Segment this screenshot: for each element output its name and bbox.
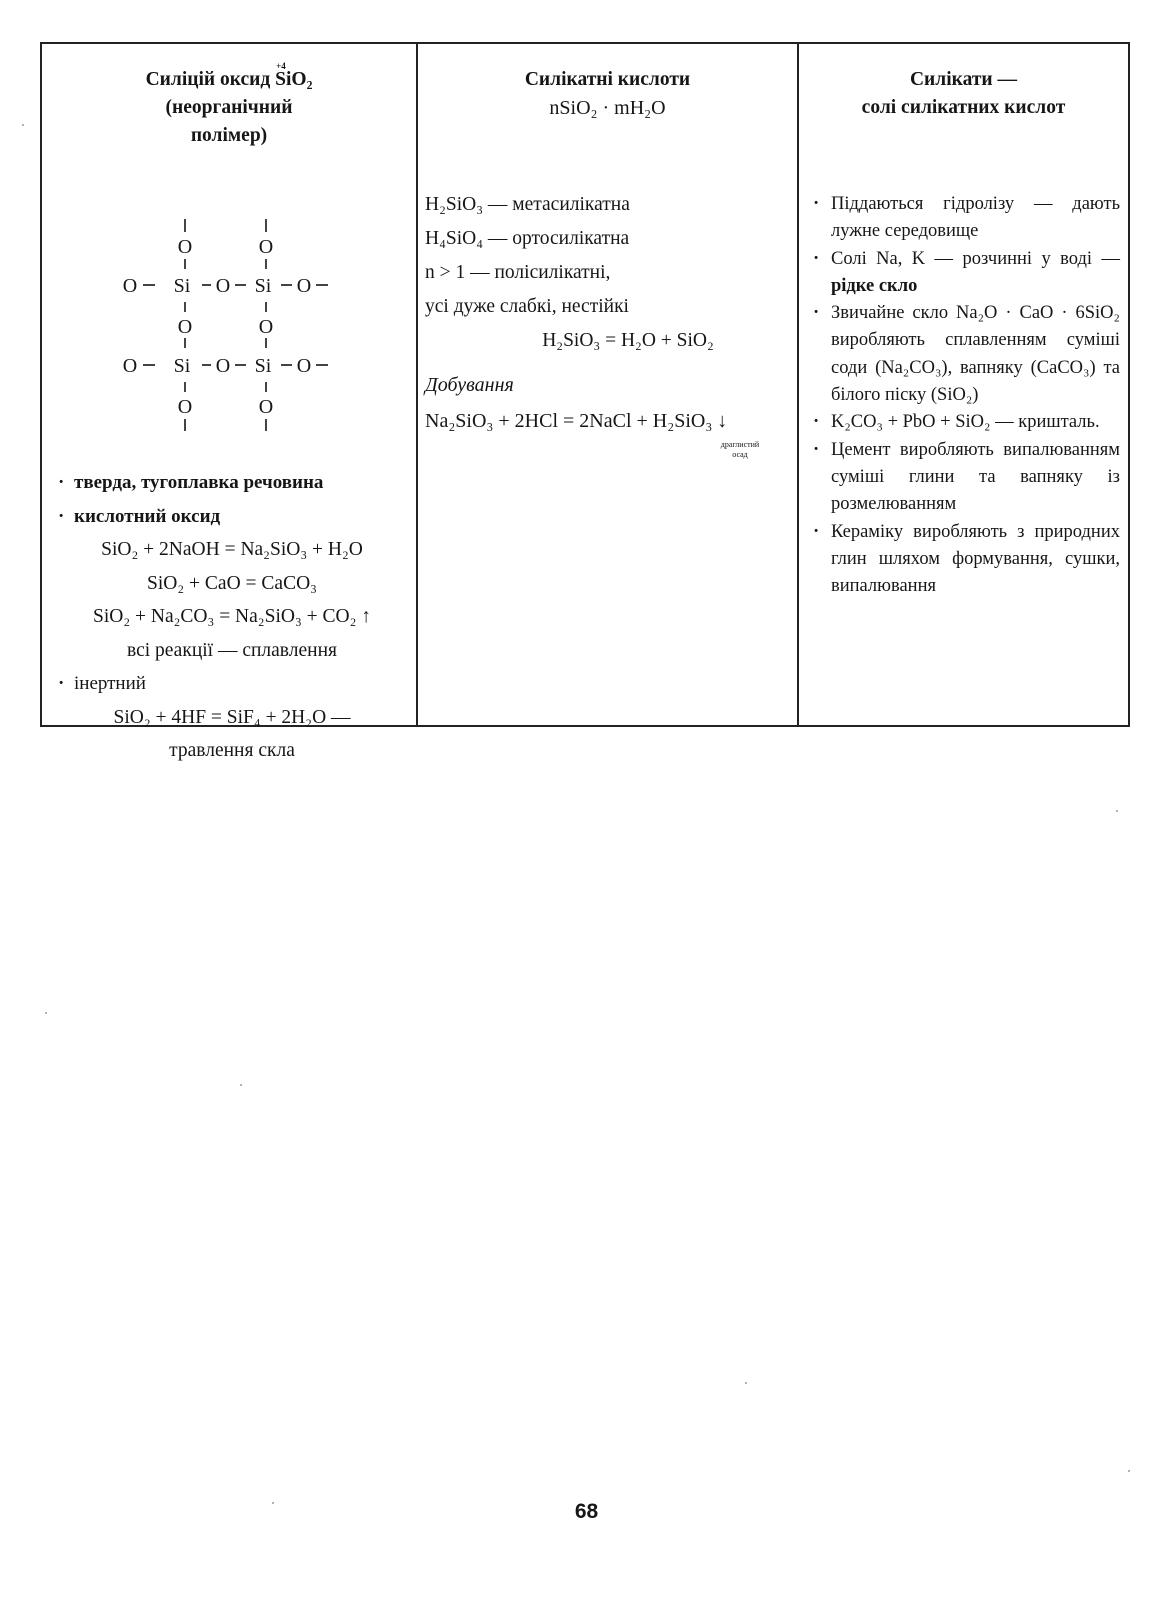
oxide-subtitle-1: (неорганічний (165, 97, 293, 118)
equation-naoh: SiO₂ + 2NaOH = Na₂SiO₃ + H₂O (101, 539, 363, 560)
svg-text:O: O (122, 275, 138, 297)
svg-text:O: O (122, 355, 138, 377)
oxide-property-solid: · твердa, тугоплавка речовина (54, 466, 410, 500)
oxide-property-acidic: · кислотний оксид (54, 500, 410, 534)
acids-column (416, 44, 797, 725)
scan-speck (1128, 1470, 1130, 1472)
obtaining-title: Добування (425, 374, 514, 396)
acids-general-formula: nSiO₂ · mH₂O (549, 97, 666, 119)
oxide-column (42, 44, 416, 761)
silicates-soluble: · Солі Na, K — розчинні у воді — рідке скло (811, 246, 1120, 301)
equation-cao: SiO₂ + CaO = CaCO₃ (147, 572, 317, 594)
structure-atoms (123, 236, 311, 418)
silicates-header (799, 66, 1128, 122)
silicates-hydrolysis: · Піддаються гідролізу — дають лужне середовище (811, 191, 1120, 246)
structure-bonds (143, 219, 328, 431)
svg-text:Si: Si (173, 355, 191, 377)
svg-text:Si: Si (254, 355, 272, 377)
liquid-glass: рідке скло (831, 275, 918, 296)
svg-text:O: O (177, 236, 193, 258)
equation-na2co3: SiO₂ + Na₂CO₃ = Na₂SiO₃ + CO₂ ↑ (93, 606, 371, 627)
svg-text:O: O (215, 275, 231, 297)
silicates-crystal: · K₂CO₃ + PbO + SiO₂ — кришталь. (811, 409, 1120, 436)
scan-speck (45, 1012, 47, 1014)
svg-text:O: O (258, 236, 274, 258)
svg-text:O: O (177, 316, 193, 338)
silicates-ceramics: · Кераміку виробляють з природних глин шляхом формування, сушки, випалювання (811, 519, 1120, 601)
svg-text:Si: Si (254, 275, 272, 297)
silicates-cement: · Цемент виробляють випалюванням суміші глини та вапняку із розмелюванням (811, 437, 1120, 519)
oxide-properties (54, 466, 410, 768)
acids-weak-note: усі дуже слабкі, нестійкі (425, 296, 629, 317)
acid-meta: H₂SiO₃ — метасилікатна (425, 194, 630, 215)
scan-speck (272, 1502, 274, 1504)
acid-poly: n > 1 — полісилікатні, (425, 262, 611, 283)
svg-text:Si: Si (173, 275, 191, 297)
svg-text:O: O (258, 316, 274, 338)
oxide-formula: +4 SiO₂ (275, 66, 312, 94)
sio2-polymer-structure (122, 214, 382, 439)
svg-text:O: O (177, 396, 193, 418)
scan-speck (745, 1382, 747, 1384)
acids-title: Силікатні кислоти (524, 69, 691, 90)
acid-ortho: H₄SiO₄ — ортосилікатна (425, 228, 630, 249)
page-number: 68 (574, 1500, 599, 1523)
equation-hf: SiO₂ + 4HF = SiF₄ + 2H₂O — (113, 706, 351, 728)
silicates-title-1: Силікати — (909, 69, 1018, 90)
scan-speck (22, 124, 24, 126)
silicates-list (811, 191, 1120, 600)
acids-list (425, 188, 791, 358)
svg-text:O: O (258, 396, 274, 418)
acids-header (418, 66, 797, 122)
obtaining-equation: Na₂SiO₃ + 2HCl = 2NaCl + H₂SiO₃ ↓ (425, 410, 728, 432)
svg-text:O: O (296, 355, 312, 377)
oxidation-state: +4 (276, 61, 286, 71)
oxide-subtitle-2: полімер) (190, 125, 268, 146)
oxide-property-inert: · інертний (54, 667, 410, 701)
silicates-column (797, 44, 1128, 725)
silicates-ordinary-glass: · Звичайне скло Na₂O · CaO · 6SiO₂ виробляють сплавленням суміші соди (Na₂CO₃), вапняку (CaCO₃) та білого піску (SiO₂) (811, 300, 1120, 409)
svg-text:O: O (296, 275, 312, 297)
silicon-compounds-table (40, 42, 1130, 761)
scan-speck (1116, 810, 1118, 812)
precipitate-note: драглистий осад (720, 440, 760, 459)
scan-speck (240, 1084, 242, 1086)
oxide-title: Силіцій оксид (145, 69, 271, 90)
hf-note: травлення скла (169, 740, 295, 761)
equations-note: всі реакції — сплавлення (127, 639, 337, 661)
silicates-title-2: солі силікатних кислот (861, 97, 1066, 118)
svg-text:O: O (215, 355, 231, 377)
acid-decomposition: H₂SiO₃ = H₂O + SiO₂ (542, 330, 714, 351)
oxide-header (42, 61, 416, 150)
